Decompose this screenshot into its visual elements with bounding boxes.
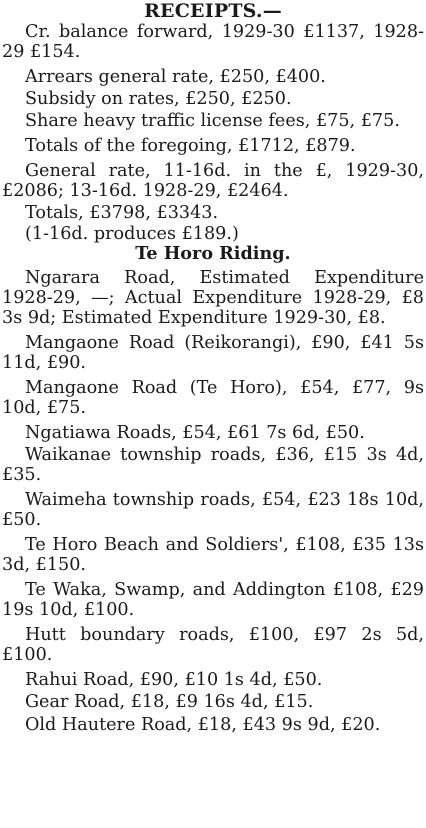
receipt-entry-arrears: Arrears general rate, £250, £400.: [25, 67, 326, 87]
receipt-entry-rate-note: (1-16d. produces £189.): [25, 223, 239, 244]
road-entry: Ngatiawa Roads, £54, £61 7s 6d, £50.: [25, 423, 365, 444]
road-entry: Old Hautere Road, £18, £43 9s 9d, £20.: [25, 714, 381, 735]
receipt-entry-subsidy: Subsidy on rates, £250, £250.: [25, 89, 292, 110]
road-entry: Te Horo Beach and Soldiers', £108, £35 13s 3d, £150.: [2, 535, 424, 576]
road-entry: Mangaone Road (Te Horo), £54, £77, 9s 10d, £75.: [2, 378, 424, 419]
road-entry: Gear Road, £18, £9 16s 4d, £15.: [25, 692, 314, 713]
road-entry: Rahui Road, £90, £10 1s 4d, £50.: [25, 670, 323, 691]
roads-section: [0, 268, 426, 735]
road-entry: Hutt boundary roads, £100, £97 2s 5d, £100.: [2, 625, 424, 666]
receipt-entry-heavy-traffic: Share heavy traffic license fees, £75, £75.: [25, 111, 400, 132]
receipt-entry-balance-forward: Cr. balance forward, 1929-30 £1137, 1928-29 £154.: [2, 22, 424, 63]
receipts-section: [0, 22, 426, 244]
riding-heading: Te Horo Riding.: [135, 242, 291, 264]
road-entry: Waimeha township roads, £54, £23 18s 10d, £50.: [2, 490, 424, 531]
road-entry: Waikanae township roads, £36, £15 3s 4d, £35.: [2, 445, 424, 486]
road-entry: Mangaone Road (Reikorangi), £90, £41 5s 11d, £90.: [2, 333, 424, 374]
receipt-entry-totals-foregoing: Totals of the foregoing, £1712, £879.: [25, 136, 356, 157]
section-title: RECEIPTS.—: [144, 0, 282, 22]
road-entry: Ngarara Road, Estimated Expenditure 1928-29, —; Actual Expenditure 1928-29, £8 3s 9d; Estimated Expenditure 1929-30, £8.: [2, 267, 424, 329]
receipt-entry-general-rate: General rate, 11-16d. in the £, 1929-30, £2086; 13-16d. 1928-29, £2464.: [2, 161, 424, 202]
receipt-entry-totals: Totals, £3798, £3343.: [25, 203, 219, 224]
road-entry: Te Waka, Swamp, and Addington £108, £29 19s 10d, £100.: [2, 580, 424, 621]
